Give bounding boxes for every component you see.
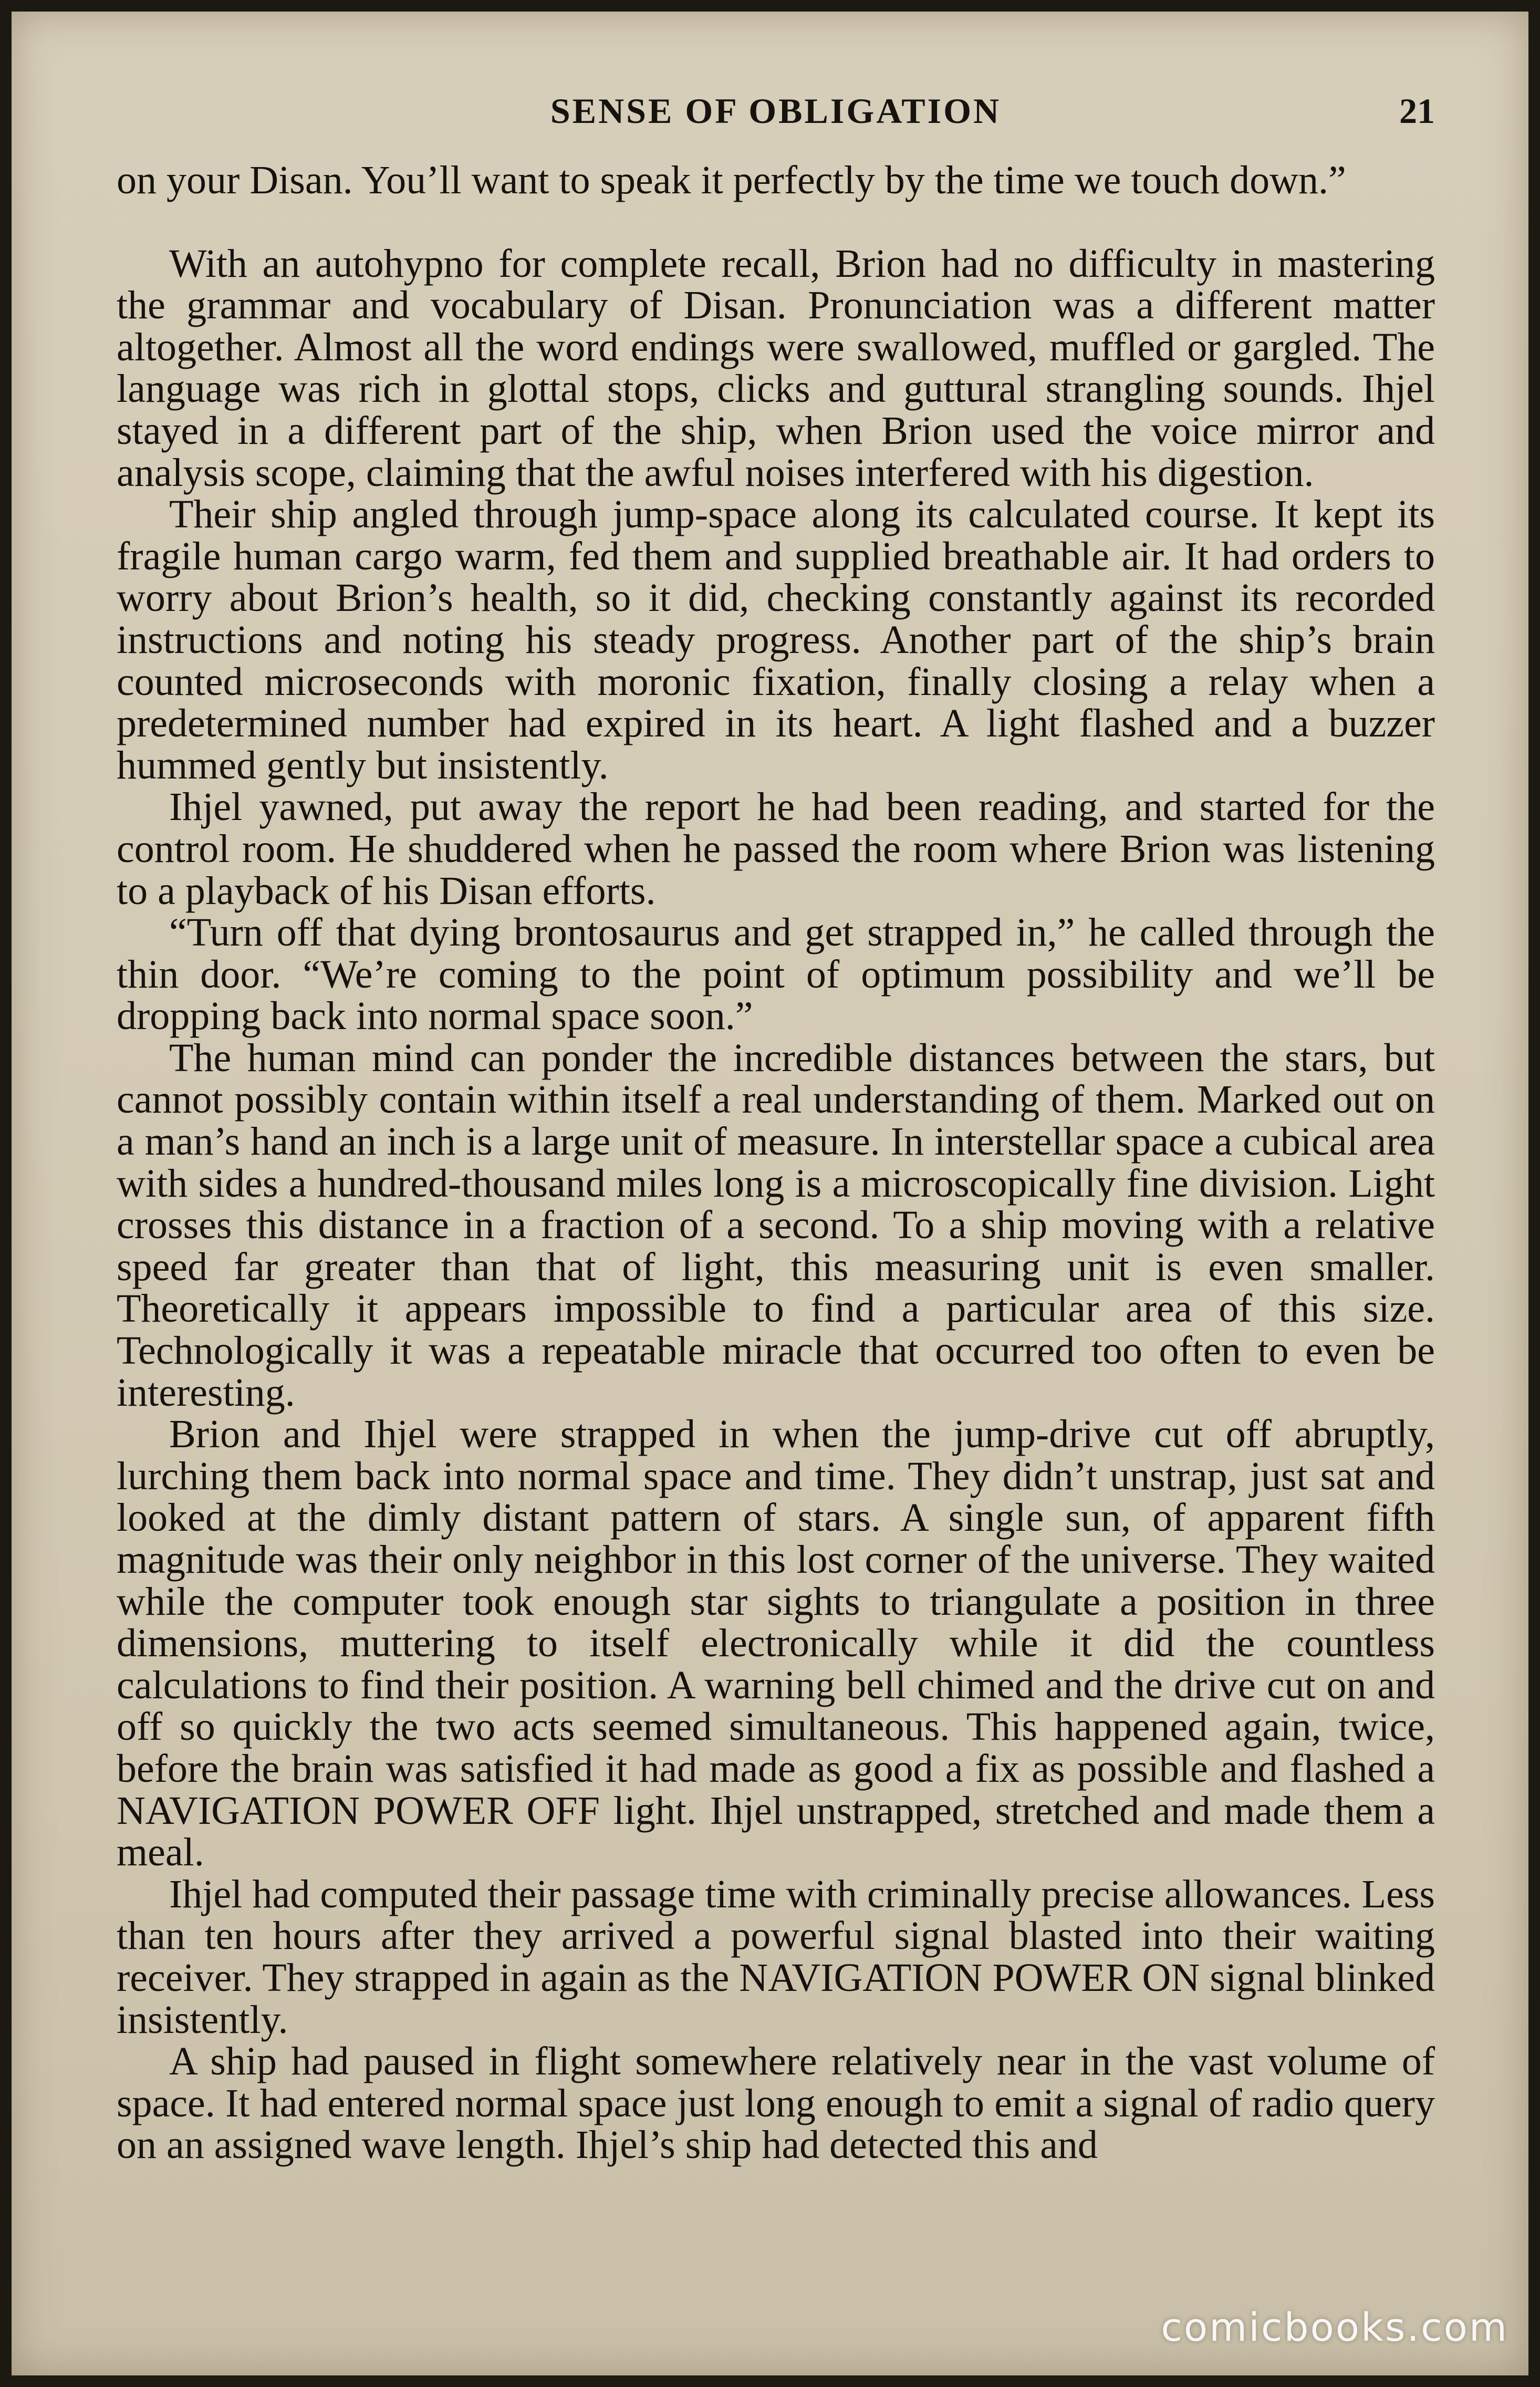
watermark: comicbooks.com [1161, 2305, 1508, 2350]
paragraph: A ship had paused in flight somewhere relatively near in the vast volume of space. It had entered normal space just long enough to emit a signal of radio query on an assigned wave length. Ihjel’s ship had detected this and [117, 2039, 1435, 2167]
paragraph: Brion and Ihjel were strapped in when the jump-drive cut off abruptly, lurching them back into normal space and time. They didn’t unstrap, just sat and looked at the dimly distant pattern of stars. A single sun, of apparent fifth magnitude was their only neighbor in this lost corner of the universe. They waited while the computer took enough star sights to triangulate a position in three dimensions, muttering to itself electronically while it did the countless calculations to find their position. A warning bell chimed and the drive cut on and off so quickly the two acts seemed simultaneous. This happened again, twice, before the brain was satisfied it had made as good a fix as possible and flashed a NAVIGATION POWER OFF light. Ihjel unstrapped, stretched and made them a meal. [117, 1412, 1435, 1875]
running-head: SENSE OF OBLIGATION [550, 91, 1002, 131]
body-text [117, 160, 1435, 2271]
paragraph: “Turn off that dying brontosaurus and get strapped in,” he called through the thin door. “We’re coming to the point of optimum possibility and we’ll be dropping back into normal space soon.” [117, 910, 1435, 1039]
paragraph-continued: on your Disan. You’ll want to speak it perfectly by the time we touch down.” [117, 158, 1346, 202]
book-page [12, 12, 1528, 2375]
page-header [117, 90, 1435, 148]
paragraph: Ihjel yawned, put away the report he had been reading, and started for the control room. He shuddered when he passed the room where Brion was listening to a playback of his Disan efforts. [117, 785, 1435, 913]
paragraph: Their ship angled through jump-space along its calculated course. It kept its fragile human cargo warm, fed them and supplied breathable air. It had orders to worry about Brion’s health, so it did, checking constantly against its recorded instructions and noting his steady progress. Another part of the ship’s brain counted microseconds with moronic fixation, finally closing a relay when a predetermined number had expired in its heart. A light flashed and a buzzer hummed gently but insistently. [117, 492, 1435, 787]
paragraph: The human mind can ponder the incredible distances between the stars, but cannot possibly contain within itself a real understanding of them. Marked out on a man’s hand an inch is a large unit of measure. In interstellar space a cubical area with sides a hundred-thousand miles long is a microscopically fine division. Light crosses this distance in a fraction of a second. To a ship moving with a relative speed far greater than that of light, this measuring unit is even smaller. Theoretically it appears impossible to find a particular area of this size. Technologically it was a repeatable miracle that occurred too often to even be interesting. [117, 1035, 1435, 1415]
paragraph: With an autohypno for complete recall, Brion had no difficulty in mastering the grammar and vocabulary of Disan. Pronunciation was a different matter altogether. Almost all the word endings were swallowed, muffled or gargled. The language was rich in glottal stops, clicks and guttural strangling sounds. Ihjel stayed in a different part of the ship, when Brion used the voice mirror and analysis scope, claiming that the awful noises interfered with his digestion. [117, 241, 1435, 495]
page-number: 21 [1399, 91, 1435, 131]
paragraph: Ihjel had computed their passage time with criminally precise allowances. Less than ten hours after they arrived a powerful signal blasted into their waiting receiver. They strapped in again as the NAVIGATION POWER ON signal blinked insistently. [117, 1872, 1435, 2042]
